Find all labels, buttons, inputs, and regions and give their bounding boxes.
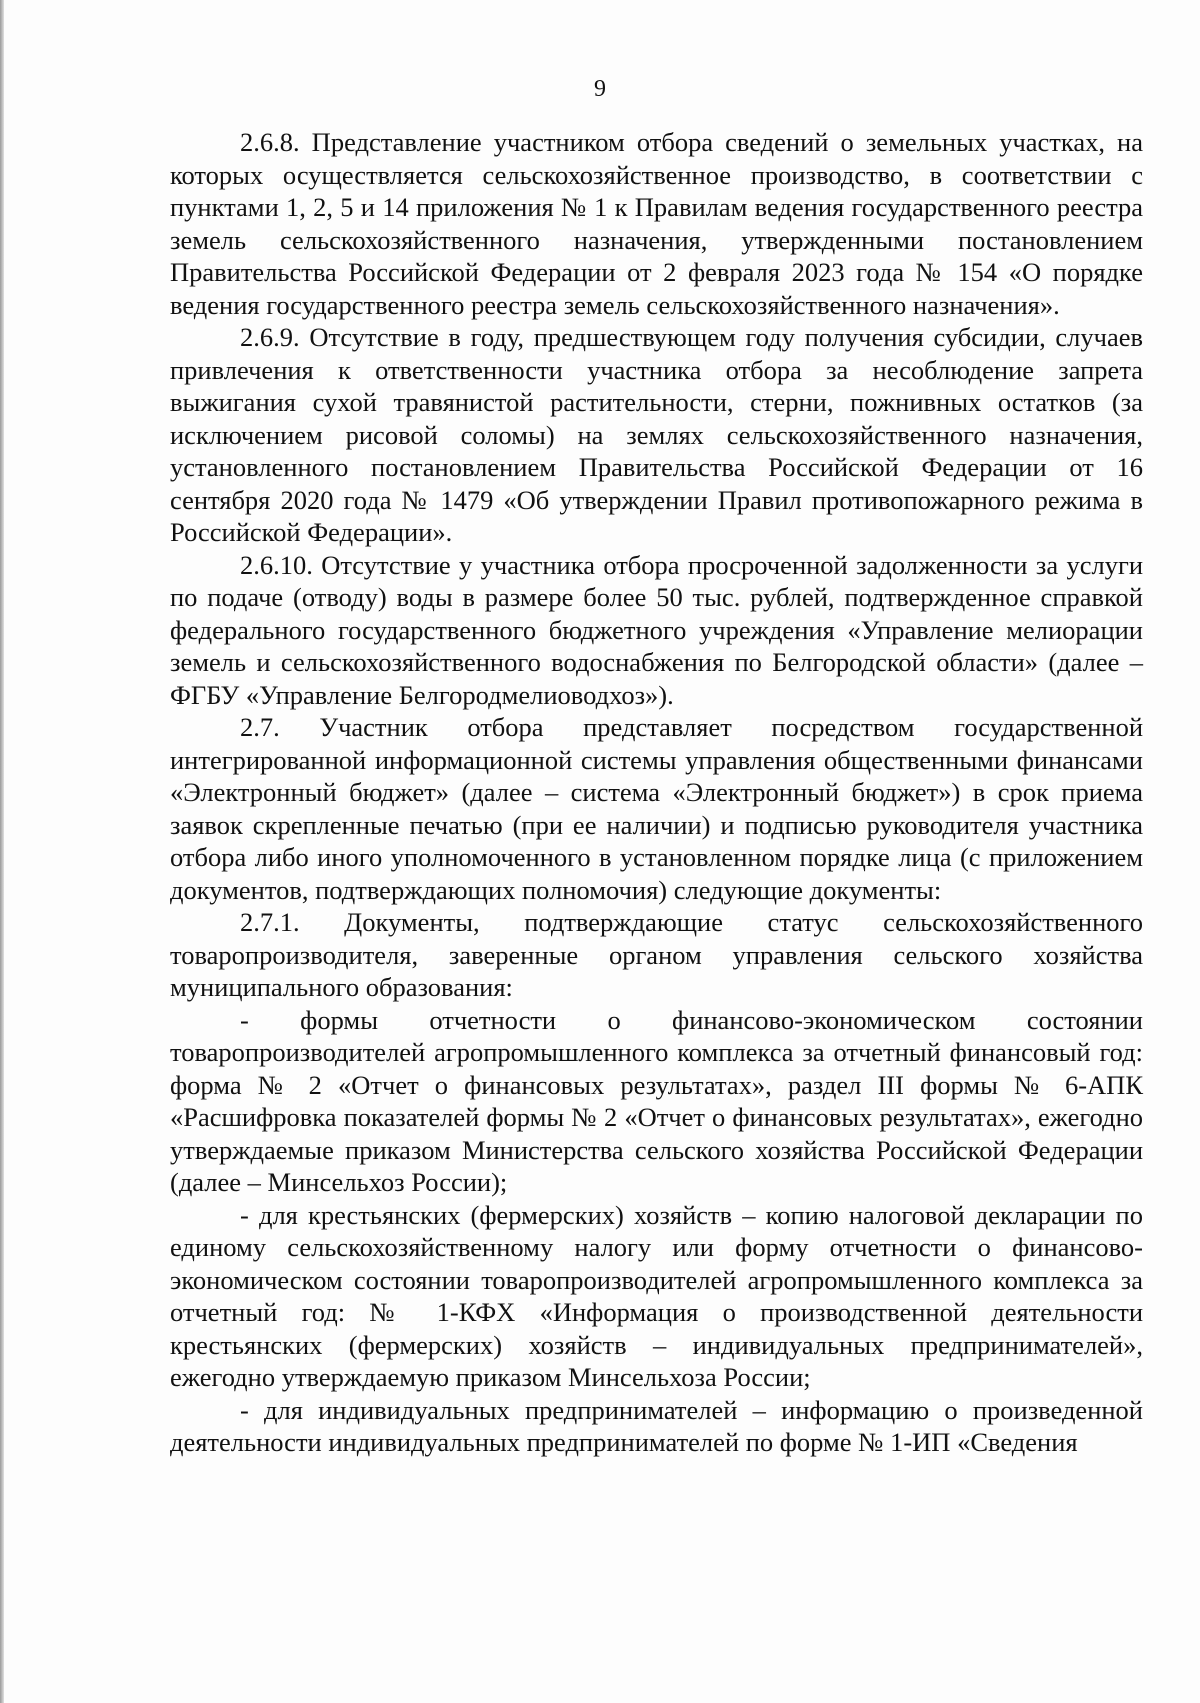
paragraph-2-7-1: 2.7.1. Документы, подтверждающие статус сельскохозяйственного товаропроизводителя, заверенные органом управления сельского хозяйства муниципального образования: <box>170 907 1143 1002</box>
list-item-financial-forms: - формы отчетности о финансово-экономическом состоянии товаропроизводителей агропромышленного комплекса за отчетный финансовый год: форма № 2 «Отчет о финансовых результатах», раздел III формы № 6-АПК «Расшифровка показателей формы № 2 «Отчет о финансовых результатах», ежегодно утверждаемые приказом Министерства сельского хозяйства Российской Федерации (далее – Минсельхоз России); <box>170 1004 1143 1197</box>
paragraph-2-6-9: 2.6.9. Отсутствие в году, предшествующем году получения субсидии, случаев привлечения к ответственности участника отбора за несоблюдение запрета выжигания сухой травянистой растительности, стерни, пожнивных остатков (за исключением рисовой соломы) на землях сельскохозяйственного назначения, установленного постановлением Правительства Российской Федерации от 16 сентября 2020 года № 1479 «Об утверждении Правил противопожарного режима в Российской Федерации». <box>170 322 1143 547</box>
paragraph-2-6-10: 2.6.10. Отсутствие у участника отбора просроченной задолженности за услуги по подаче (отводу) воды в размере более 50 тыс. рублей, подтвержденное справкой федерального государственного бюджетного учреждения «Управление мелиорации земель и сельскохозяйственного водоснабжения по Белгородской области» (далее – ФГБУ «Управление Белгородмелиоводхоз»). <box>170 549 1143 710</box>
scan-edge <box>0 0 4 1703</box>
paragraph-2-6-8: 2.6.8. Представление участником отбора сведений о земельных участках, на которых осуществляется сельскохозяйственное производство, в соответствии с пунктами 1, 2, 5 и 14 приложения № 1 к Правилам ведения государственного реестра земель сельскохозяйственного назначения, утвержденными постановлением Правительства Российской Федерации от 2 февраля 2023 года № 154 «О порядке ведения государственного реестра земель сельскохозяйственного назначения». <box>170 127 1143 320</box>
paragraph-2-7: 2.7. Участник отбора представляет посредством государственной интегрированной информационной системы управления общественными финансами «Электронный бюджет» (далее – система «Электронный бюджет») в срок приема заявок скрепленные печатью (при ее наличии) и подписью руководителя участника отбора либо иного уполномоченного в установленном порядке лица (с приложением документов, подтверждающих полномочия) следующие документы: <box>170 712 1143 905</box>
page-number: 9 <box>594 76 606 102</box>
list-item-farms: - для крестьянских (фермерских) хозяйств – копию налоговой декларации по единому сельскохозяйственному налогу или форму отчетности о финансово-экономическом состоянии товаропроизводителей агропромышленного комплекса за отчетный год: № 1-КФХ «Информация о производственной деятельности крестьянских (фермерских) хозяйств – индивидуальных предпринимателей», ежегодно утверждаемую приказом Минсельхоза России; <box>170 1199 1143 1392</box>
list-item-entrepreneurs: - для индивидуальных предпринимателей – информацию о произведенной деятельности индивидуальных предпринимателей по форме № 1-ИП «Сведения <box>170 1394 1143 1457</box>
document-body <box>170 126 1143 1459</box>
